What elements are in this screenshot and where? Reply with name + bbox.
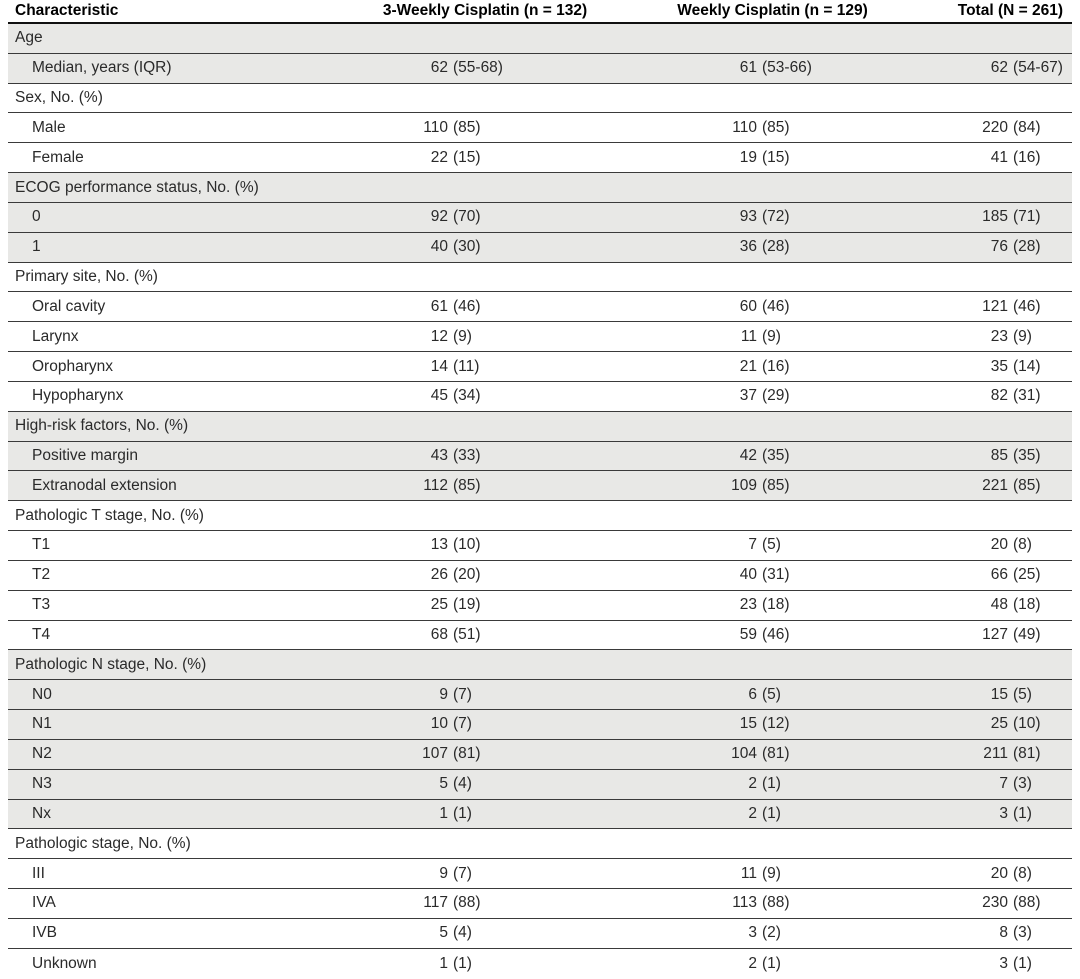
value-percent: (55-68) [453,59,503,77]
value-percent: (9) [1013,327,1032,345]
section-header-row [8,173,1072,203]
value-percent: (14) [1013,357,1041,375]
value-number: 61 [739,59,757,77]
value-number: 185 [982,208,1008,226]
value-cell [330,54,640,83]
table-row [8,233,1072,263]
section-label: Primary site, No. (%) [15,268,158,286]
value-number: 7 [999,775,1008,793]
section-header-row [8,412,1072,442]
row-label: Larynx [32,327,79,345]
table-row [8,889,1072,919]
table-row [8,949,1072,979]
value-percent: (29) [762,387,790,405]
value-cell [905,770,1072,799]
value-percent: (18) [762,596,790,614]
value-number: 59 [739,625,757,643]
value-number: 19 [739,148,757,166]
value-number: 22 [430,148,448,166]
table-row [8,382,1072,412]
value-number: 110 [732,118,757,136]
value-percent: (7) [453,864,472,882]
value-cell [330,770,640,799]
value-cell [640,949,905,979]
value-number: 112 [423,476,448,494]
value-percent: (2) [762,924,781,942]
value-number: 82 [990,387,1008,405]
table-row [8,203,1072,233]
row-label: T4 [32,625,51,643]
value-percent: (81) [1013,745,1041,763]
value-cell [640,740,905,769]
value-cell [640,710,905,739]
value-cell [640,233,905,262]
value-cell [640,889,905,918]
table-row [8,531,1072,561]
value-number: 110 [423,118,448,136]
value-number: 2 [748,804,757,822]
value-number: 117 [423,894,448,912]
value-percent: (88) [453,894,481,912]
value-percent: (49) [1013,625,1041,643]
value-percent: (72) [762,208,790,226]
value-percent: (70) [453,208,481,226]
row-label: Unknown [32,954,97,972]
table-row [8,292,1072,322]
value-cell [905,352,1072,381]
value-percent: (31) [762,566,790,584]
value-number: 61 [430,297,448,315]
value-percent: (5) [762,536,781,554]
table-row [8,471,1072,501]
value-number: 13 [430,536,448,554]
value-cell [640,322,905,351]
table-row [8,770,1072,800]
value-cell [330,203,640,232]
value-percent: (1) [1013,954,1032,972]
value-number: 9 [439,864,448,882]
value-cell [330,143,640,172]
row-label: Nx [32,804,51,822]
value-number: 8 [999,924,1008,942]
row-label: Extranodal extension [32,476,177,494]
value-cell [330,531,640,560]
value-percent: (1) [453,954,472,972]
section-label: Pathologic stage, No. (%) [15,834,191,852]
value-percent: (1) [762,775,781,793]
value-cell [330,889,640,918]
value-number: 15 [990,685,1008,703]
value-percent: (28) [1013,238,1041,256]
value-number: 220 [982,118,1008,136]
value-number: 68 [430,625,448,643]
value-cell [330,471,640,500]
value-percent: (46) [762,625,790,643]
row-label: Male [32,118,66,136]
section-label: Sex, No. (%) [15,89,103,107]
value-cell [905,889,1072,918]
value-percent: (81) [453,745,481,763]
value-number: 40 [739,566,757,584]
row-label: Oral cavity [32,297,106,315]
value-percent: (19) [453,596,481,614]
value-cell [330,113,640,142]
value-number: 48 [990,596,1008,614]
value-number: 15 [739,715,757,733]
value-number: 43 [430,447,448,464]
row-label: N1 [32,715,52,733]
table-row [8,919,1072,949]
value-percent: (1) [762,954,781,972]
value-cell [640,113,905,142]
value-cell [905,591,1072,620]
value-percent: (3) [1013,924,1032,942]
row-label: N0 [32,685,52,703]
value-cell [330,710,640,739]
table-body [8,24,1072,979]
value-number: 93 [739,208,757,226]
value-number: 41 [990,148,1008,166]
row-label: Positive margin [32,447,138,464]
value-percent: (15) [762,148,790,166]
value-cell [905,919,1072,948]
table-row [8,621,1072,651]
value-cell [640,621,905,650]
value-number: 2 [748,954,757,972]
row-label: T2 [32,566,51,584]
value-cell [905,143,1072,172]
value-number: 113 [732,894,757,912]
section-header-row [8,501,1072,531]
value-cell [640,770,905,799]
value-cell [905,442,1072,471]
value-number: 60 [739,297,757,315]
value-number: 85 [990,447,1008,464]
value-percent: (18) [1013,596,1041,614]
value-cell [330,680,640,709]
table-row [8,740,1072,770]
value-number: 35 [990,357,1008,375]
section-header-row [8,24,1072,54]
value-cell [640,680,905,709]
value-percent: (46) [762,297,790,315]
value-cell [640,800,905,829]
value-number: 66 [990,566,1008,584]
value-percent: (7) [453,715,472,733]
table-row [8,143,1072,173]
value-number: 40 [430,238,448,256]
value-percent: (33) [453,447,481,464]
row-label: Oropharynx [32,357,113,375]
value-cell [330,382,640,411]
value-cell [640,54,905,83]
table-row [8,113,1072,143]
value-percent: (15) [453,148,481,166]
value-number: 109 [731,476,757,494]
row-label: N2 [32,745,52,763]
value-number: 211 [983,745,1008,763]
value-cell [330,591,640,620]
value-cell [330,352,640,381]
value-cell [905,113,1072,142]
table-row [8,680,1072,710]
value-number: 20 [990,864,1008,882]
row-label: 1 [32,238,41,256]
value-number: 62 [990,59,1008,77]
value-percent: (30) [453,238,481,256]
value-percent: (28) [762,238,790,256]
value-cell [640,919,905,948]
value-cell [330,322,640,351]
value-cell [330,233,640,262]
value-number: 10 [430,715,448,733]
row-label: 0 [32,208,41,226]
value-percent: (20) [453,566,481,584]
value-cell [905,322,1072,351]
value-cell [905,621,1072,650]
value-number: 11 [740,864,757,882]
value-percent: (51) [453,625,481,643]
value-percent: (16) [1013,148,1041,166]
value-number: 3 [748,924,757,942]
value-cell [640,352,905,381]
value-cell [905,531,1072,560]
value-number: 11 [740,327,757,345]
value-cell [640,143,905,172]
column-header-3weekly-cisplatin: 3-Weekly Cisplatin (n = 132) [382,2,588,19]
row-label: T1 [32,536,51,554]
table-row [8,322,1072,352]
section-header-row [8,829,1072,859]
value-percent: (88) [762,894,790,912]
value-cell [640,471,905,500]
value-percent: (85) [453,118,481,136]
value-percent: (46) [453,297,481,315]
value-percent: (35) [762,447,790,464]
value-percent: (1) [1013,804,1032,822]
table-row [8,591,1072,621]
value-number: 45 [430,387,448,405]
value-percent: (88) [1013,894,1041,912]
value-number: 42 [739,447,757,464]
value-number: 36 [739,238,757,256]
value-percent: (8) [1013,864,1032,882]
value-percent: (5) [1013,685,1032,703]
value-number: 92 [430,208,448,226]
value-percent: (10) [453,536,481,554]
table-row [8,54,1072,84]
table-row [8,859,1072,889]
section-header-row [8,650,1072,680]
section-header-row [8,84,1072,114]
column-header-characteristic: Characteristic [15,2,119,19]
value-percent: (85) [762,476,790,494]
value-percent: (31) [1013,387,1041,405]
value-number: 14 [430,357,448,375]
value-percent: (81) [762,745,790,763]
row-label: IVB [32,924,57,942]
value-percent: (46) [1013,297,1041,315]
value-cell [640,292,905,321]
value-cell [905,471,1072,500]
value-number: 21 [739,357,757,375]
value-percent: (9) [453,327,472,345]
value-percent: (84) [1013,118,1041,136]
row-label: Median, years (IQR) [32,59,172,77]
value-cell [905,740,1072,769]
value-percent: (25) [1013,566,1041,584]
table-row [8,561,1072,591]
value-number: 25 [990,715,1008,733]
value-percent: (1) [453,804,472,822]
value-cell [330,919,640,948]
value-cell [330,292,640,321]
row-label: IVA [32,894,56,912]
section-label: ECOG performance status, No. (%) [15,178,259,196]
value-cell [640,531,905,560]
value-percent: (1) [762,804,781,822]
value-cell [905,233,1072,262]
row-label: T3 [32,596,51,614]
value-number: 7 [748,536,757,554]
section-label: High-risk factors, No. (%) [15,417,189,435]
section-label: Pathologic T stage, No. (%) [15,506,204,524]
value-percent: (11) [453,357,480,375]
value-cell [640,859,905,888]
value-percent: (54-67) [1013,59,1063,77]
table-row [8,800,1072,830]
value-cell [905,203,1072,232]
value-number: 107 [422,745,448,763]
value-cell [330,621,640,650]
value-number: 121 [982,297,1008,315]
value-number: 230 [982,894,1008,912]
value-cell [330,442,640,471]
value-percent: (12) [762,715,790,733]
value-percent: (71) [1013,208,1041,226]
value-percent: (4) [453,924,472,942]
value-cell [905,680,1072,709]
value-cell [640,382,905,411]
section-header-row [8,263,1072,293]
value-percent: (5) [762,685,781,703]
section-label: Age [15,29,43,47]
value-percent: (85) [762,118,790,136]
value-percent: (85) [453,476,481,494]
section-label: Pathologic N stage, No. (%) [15,655,207,673]
value-percent: (3) [1013,775,1032,793]
value-number: 5 [439,775,448,793]
value-cell [905,710,1072,739]
value-number: 104 [731,745,757,763]
value-number: 2 [748,775,757,793]
value-percent: (9) [762,327,781,345]
value-number: 23 [990,327,1008,345]
value-number: 12 [430,327,448,345]
value-cell [330,949,640,979]
value-number: 26 [430,566,448,584]
value-cell [330,800,640,829]
value-percent: (85) [1013,476,1041,494]
value-number: 127 [982,625,1008,643]
value-number: 1 [439,954,448,972]
value-number: 1 [439,804,448,822]
value-number: 5 [439,924,448,942]
value-percent: (16) [762,357,790,375]
value-cell [330,561,640,590]
value-number: 6 [748,685,757,703]
value-number: 25 [430,596,448,614]
value-number: 3 [999,804,1008,822]
value-cell [640,561,905,590]
value-number: 20 [990,536,1008,554]
row-label: Hypopharynx [32,387,124,405]
value-percent: (10) [1013,715,1041,733]
value-percent: (4) [453,775,472,793]
table-header-row [8,0,1072,24]
value-number: 221 [982,476,1008,494]
value-cell [330,859,640,888]
value-cell [905,949,1072,979]
value-cell [905,859,1072,888]
table-row [8,352,1072,382]
value-percent: (53-66) [762,59,812,77]
value-percent: (9) [762,864,781,882]
value-number: 37 [739,387,757,405]
row-label: Female [32,148,84,166]
table-row [8,710,1072,740]
value-number: 62 [430,59,448,77]
value-percent: (35) [1013,447,1041,464]
value-cell [905,292,1072,321]
value-cell [640,442,905,471]
value-percent: (34) [453,387,481,405]
value-percent: (8) [1013,536,1032,554]
value-number: 23 [739,596,757,614]
value-cell [905,800,1072,829]
value-cell [330,740,640,769]
column-header-weekly-cisplatin: Weekly Cisplatin (n = 129) [677,2,868,19]
value-number: 3 [999,954,1008,972]
value-cell [640,203,905,232]
row-label: N3 [32,775,52,793]
value-cell [905,54,1072,83]
value-cell [905,382,1072,411]
value-number: 9 [439,685,448,703]
table-row [8,442,1072,472]
value-number: 76 [990,238,1008,256]
row-label: III [32,864,45,882]
value-percent: (7) [453,685,472,703]
column-header-total: Total (N = 261) [957,2,1063,19]
value-cell [640,591,905,620]
value-cell [905,561,1072,590]
